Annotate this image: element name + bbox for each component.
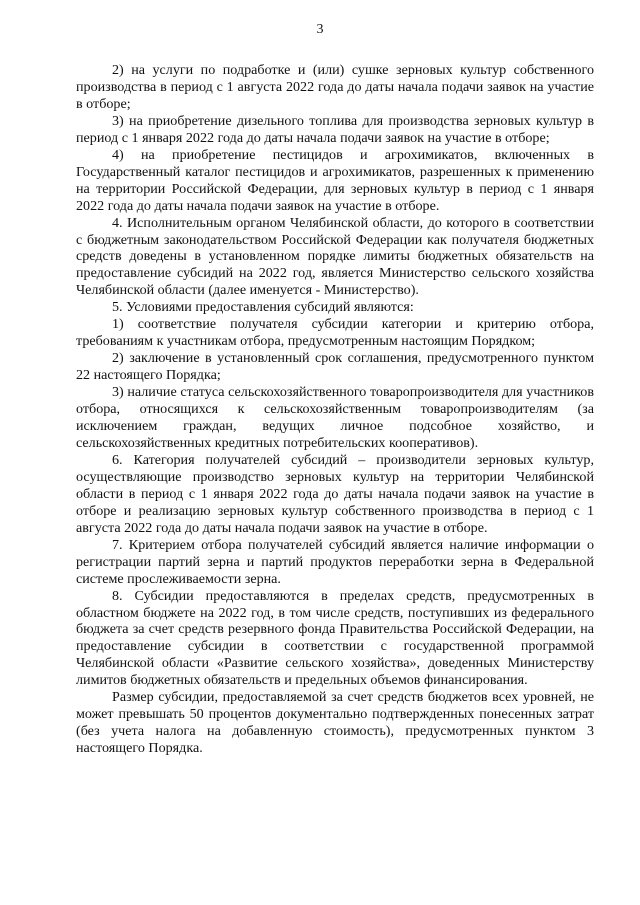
paragraph-clause-6-recipient-category: 6. Категория получателей субсидий – производители зерновых культур, осуществляющие производство зерновых культур на территории Челябинской области в период с 1 января 2022 года до даты начала подачи заявок на участие в отборе и реализацию зерновых культур собственного производства в период с 1 августа 2022 года до даты начала подачи заявок на участие в отборе. <box>76 451 594 536</box>
paragraph-clause-7-selection-criterion: 7. Критерием отбора получателей субсидий является наличие информации о регистрации партий зерна и партий продуктов переработки зерна в Федеральной системе прослеживаемости зерна. <box>76 536 594 587</box>
paragraph-condition-2: 2) заключение в установленный срок соглашения, предусмотренного пунктом 22 настоящего Порядка; <box>76 350 594 384</box>
paragraph-clause-8-funding: 8. Субсидии предоставляются в пределах средств, предусмотренных в областном бюджете на 2022 год, в том числе средств, поступивших из федерального бюджета за счет средств резервного фонда Правительства Российской Федерации, на предоставление субсидии в соответствии с государственной программой Челябинской области «Развитие сельского хозяйства», доведенных Министерству лимитов бюджетных обязательств и предельных объемов финансирования. <box>76 587 594 689</box>
paragraph-item-3-diesel-fuel: 3) на приобретение дизельного топлива для производства зерновых культур в период с 1 января 2022 года до даты начала подачи заявок на участие в отборе; <box>76 112 594 146</box>
paragraph-item-2-grain-drying: 2) на услуги по подработке и (или) сушке зерновых культур собственного производства в период с 1 августа 2022 года до даты начала подачи заявок на участие в отборе; <box>76 62 594 112</box>
document-body <box>76 62 594 757</box>
paragraph-clause-4-executive-body: 4. Исполнительным органом Челябинской области, до которого в соответствии с бюджетным законодательством Российской Федерации как получателя бюджетных средств доведены в установленном порядке лимиты бюджетных обязательств на предоставление субсидий на 2022 год, является Министерство сельского хозяйства Челябинской области (далее именуется - Министерство). <box>76 214 594 299</box>
page-number: 3 <box>316 22 324 37</box>
paragraph-condition-3: 3) наличие статуса сельскохозяйственного товаропроизводителя для участников отбора, относящихся к сельскохозяйственным товаропроизводителям (за исключением граждан, ведущих личное подсобное хозяйство, и сельскохозяйственных кредитных потребительских кооперативов). <box>76 384 594 451</box>
paragraph-condition-1: 1) соответствие получателя субсидии категории и критерию отбора, требованиям к участникам отбора, предусмотренным настоящим Порядком; <box>76 316 594 350</box>
paragraph-subsidy-amount: Размер субсидии, предоставляемой за счет средств бюджетов всех уровней, не может превышать 50 процентов документально подтвержденных понесенных затрат (без учета налога на добавленную стоимость), предусмотренных пунктом 3 настоящего Порядка. <box>76 689 594 757</box>
paragraph-item-4-pesticides: 4) на приобретение пестицидов и агрохимикатов, включенных в Государственный каталог пестицидов и агрохимикатов, разрешенных к применению на территории Российской Федерации, для зерновых культур в период с 1 января 2022 года до даты начала подачи заявок на участие в отборе. <box>76 146 594 214</box>
paragraph-clause-5-conditions: 5. Условиями предоставления субсидий являются: <box>112 299 414 316</box>
